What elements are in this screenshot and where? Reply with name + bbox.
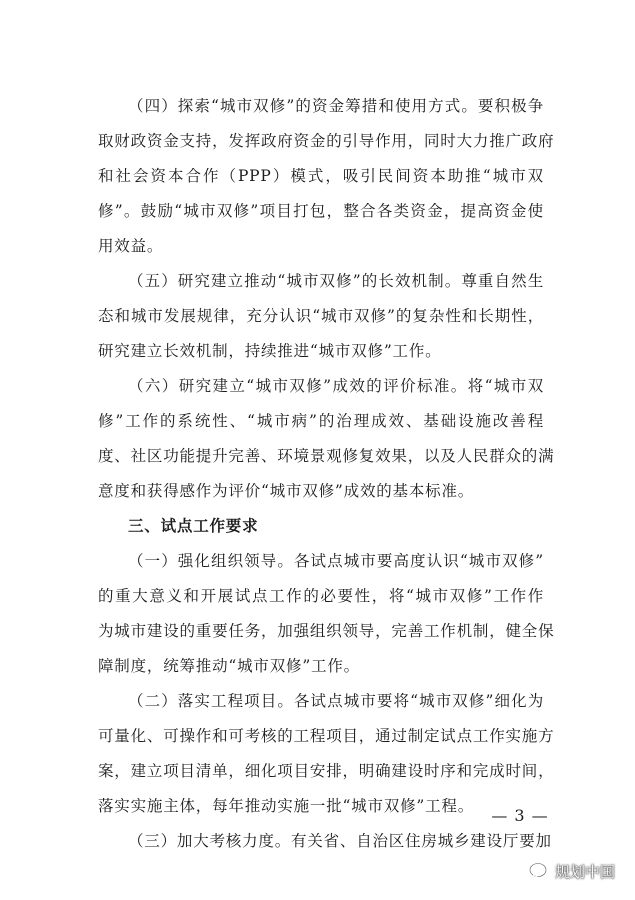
paragraph-4-line-2: 取财政资金支持，发挥政府资金的引导作用，同时大力推广政府 — [98, 132, 555, 150]
section-heading: 三、试点工作要求 — [128, 517, 259, 535]
wechat-logo-icon — [528, 861, 550, 881]
requirement-1-line-3: 为城市建设的重要任务，加强组织领导，完善工作机制，健全保 — [98, 622, 555, 640]
page-number: — 3 — — [491, 806, 549, 825]
paragraph-5-line-2: 态和城市发展规律，充分认识“城市双修”的复杂性和长期性， — [98, 307, 544, 325]
paragraph-4-line-5: 用效益。 — [98, 237, 164, 255]
paragraph-6-line-3: 度、社区功能提升完善、环境景观修复效果，以及人民群众的满 — [98, 447, 555, 465]
requirement-2-line-1: （二）落实工程项目。各试点城市要将“城市双修”细化为 — [128, 692, 544, 710]
requirement-2-line-4: 落实实施主体，每年推动实施一批“城市双修”工程。 — [98, 797, 475, 815]
paragraph-4-line-1: （四）探索“城市双修”的资金筹措和使用方式。要积极争 — [128, 97, 544, 115]
paragraph-5-line-1: （五）研究建立推动“城市双修”的长效机制。尊重自然生 — [128, 272, 544, 290]
paragraph-6-line-4: 意度和获得感作为评价“城市双修”成效的基本标准。 — [98, 482, 475, 500]
paragraph-4-line-3: 和社会资本合作（PPP）模式，吸引民间资本助推“城市双 — [98, 167, 544, 185]
watermark — [528, 856, 615, 886]
paragraph-4-line-4: 修”。鼓励“城市双修”项目打包，整合各类资金，提高资金使 — [98, 202, 544, 220]
requirement-1-line-2: 的重大意义和开展试点工作的必要性，将“城市双修”工作作 — [98, 587, 544, 605]
requirement-1-line-1: （一）强化组织领导。各试点城市要高度认识“城市双修” — [128, 552, 544, 570]
requirement-2-line-3: 案，建立项目清单，细化项目安排，明确建设时序和完成时间， — [98, 762, 555, 780]
paragraph-5-line-3: 研究建立长效机制，持续推进“城市双修”工作。 — [98, 342, 442, 360]
requirement-1-line-4: 障制度，统筹推动“城市双修”工作。 — [98, 657, 360, 675]
paragraph-6-line-1: （六）研究建立“城市双修”成效的评价标准。将“城市双 — [128, 377, 544, 395]
requirement-2-line-2: 可量化、可操作和可考核的工程项目，通过制定试点工作实施方 — [98, 727, 555, 745]
requirement-3-line-1: （三）加大考核力度。有关省、自治区住房城乡建设厅要加 — [128, 832, 552, 850]
watermark-text: 规划中国 — [555, 862, 616, 881]
paragraph-6-line-2: 修”工作的系统性、“城市病”的治理成效、基础设施改善程 — [98, 412, 544, 430]
